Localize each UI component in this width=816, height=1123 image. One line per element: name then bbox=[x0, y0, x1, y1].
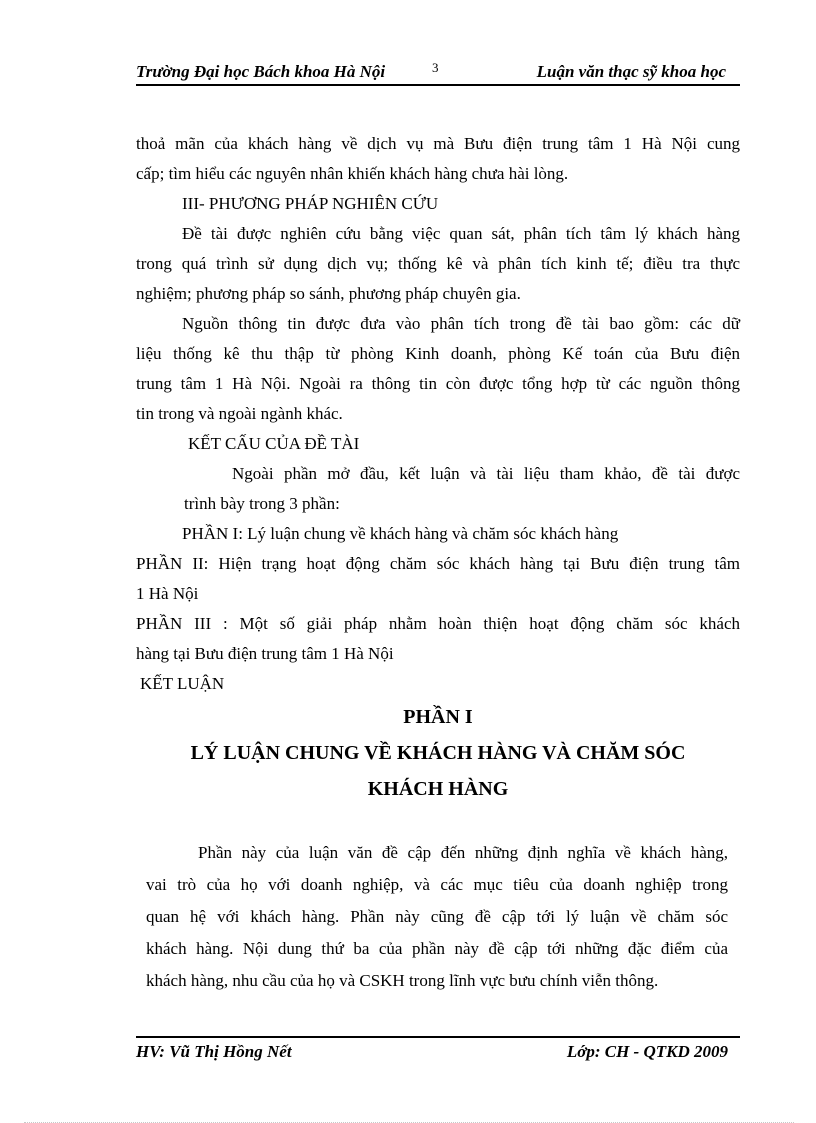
body-line: trình bày trong 3 phần: bbox=[184, 494, 340, 513]
part-label: PHẦN I bbox=[403, 706, 473, 728]
header-thesis-type: Luận văn thạc sỹ khoa học bbox=[536, 62, 726, 81]
body-line: tin trong và ngoài ngành khác. bbox=[136, 404, 343, 423]
footer-student: HV: Vũ Thị Hồng Nết bbox=[136, 1042, 292, 1061]
body-line: liệu thống kê thu thập từ phòng Kinh doanh, phòng Kế toán của Bưu điện bbox=[136, 344, 740, 363]
body-line: nghiệm; phương pháp so sánh, phương pháp chuyên gia. bbox=[136, 284, 521, 303]
summary-line: khách hàng. Nội dung thứ ba của phần này đề cập tới những đặc điểm của bbox=[146, 939, 728, 958]
body-line: trong quá trình sử dụng dịch vụ; thống kê và phân tích kinh tế; điều tra thực bbox=[136, 254, 740, 273]
summary-line: vai trò của họ với doanh nghiệp, và các mục tiêu của doanh nghiệp trong bbox=[146, 875, 728, 894]
part-3-item-cont: hàng tại Bưu điện trung tâm 1 Hà Nội bbox=[136, 644, 394, 663]
header-university: Trường Đại học Bách khoa Hà Nội bbox=[136, 62, 386, 81]
structure-heading: KẾT CẤU CỦA ĐỀ TÀI bbox=[188, 434, 360, 453]
page-header bbox=[136, 60, 740, 84]
body-line: thoả mãn của khách hàng về dịch vụ mà Bưu điện trung tâm 1 Hà Nội cung bbox=[136, 134, 740, 153]
body-line: trung tâm 1 Hà Nội. Ngoài ra thông tin còn được tổng hợp từ các nguồn thông bbox=[136, 374, 740, 393]
section-title-line2: KHÁCH HÀNG bbox=[367, 778, 509, 800]
body-line: Nguồn thông tin được đưa vào phân tích trong đề tài bao gồm: các dữ bbox=[182, 314, 740, 333]
conclusion-item: KẾT LUẬN bbox=[140, 674, 225, 693]
part-1-item: PHẦN I: Lý luận chung về khách hàng và chăm sóc khách hàng bbox=[182, 524, 619, 543]
body-line: cấp; tìm hiểu các nguyên nhân khiến khách hàng chưa hài lòng. bbox=[136, 164, 569, 183]
body-line: Ngoài phần mở đầu, kết luận và tài liệu tham khảo, đề tài được bbox=[232, 464, 740, 483]
page-footer bbox=[136, 1042, 740, 1066]
summary-line: quan hệ với khách hàng. Phần này cũng đề cập tới lý luận về chăm sóc bbox=[146, 907, 728, 926]
part-2-item-cont: 1 Hà Nội bbox=[136, 584, 199, 603]
part-2-item: PHẦN II: Hiện trạng hoạt động chăm sóc khách hàng tại Bưu điện trung tâm bbox=[136, 554, 740, 573]
body-line: Đề tài được nghiên cứu bằng việc quan sát, phân tích tâm lý khách hàng bbox=[182, 224, 740, 243]
header-rule bbox=[136, 84, 740, 86]
method-heading: III- PHƯƠNG PHÁP NGHIÊN CỨU bbox=[182, 194, 439, 213]
footer-class: Lớp: CH - QTKD 2009 bbox=[566, 1042, 728, 1061]
part-3-item: PHẦN III : Một số giải pháp nhằm hoàn thiện hoạt động chăm sóc khách bbox=[136, 614, 740, 633]
section-title-line1: LÝ LUẬN CHUNG VỀ KHÁCH HÀNG VÀ CHĂM SÓC bbox=[190, 742, 686, 764]
footer-rule bbox=[136, 1036, 740, 1038]
page-number: 3 bbox=[432, 60, 439, 75]
summary-line: Phần này của luận văn đề cập đến những định nghĩa về khách hàng, bbox=[198, 843, 728, 862]
summary-line: khách hàng, nhu cầu của họ và CSKH trong lĩnh vực bưu chính viễn thông. bbox=[146, 971, 659, 990]
